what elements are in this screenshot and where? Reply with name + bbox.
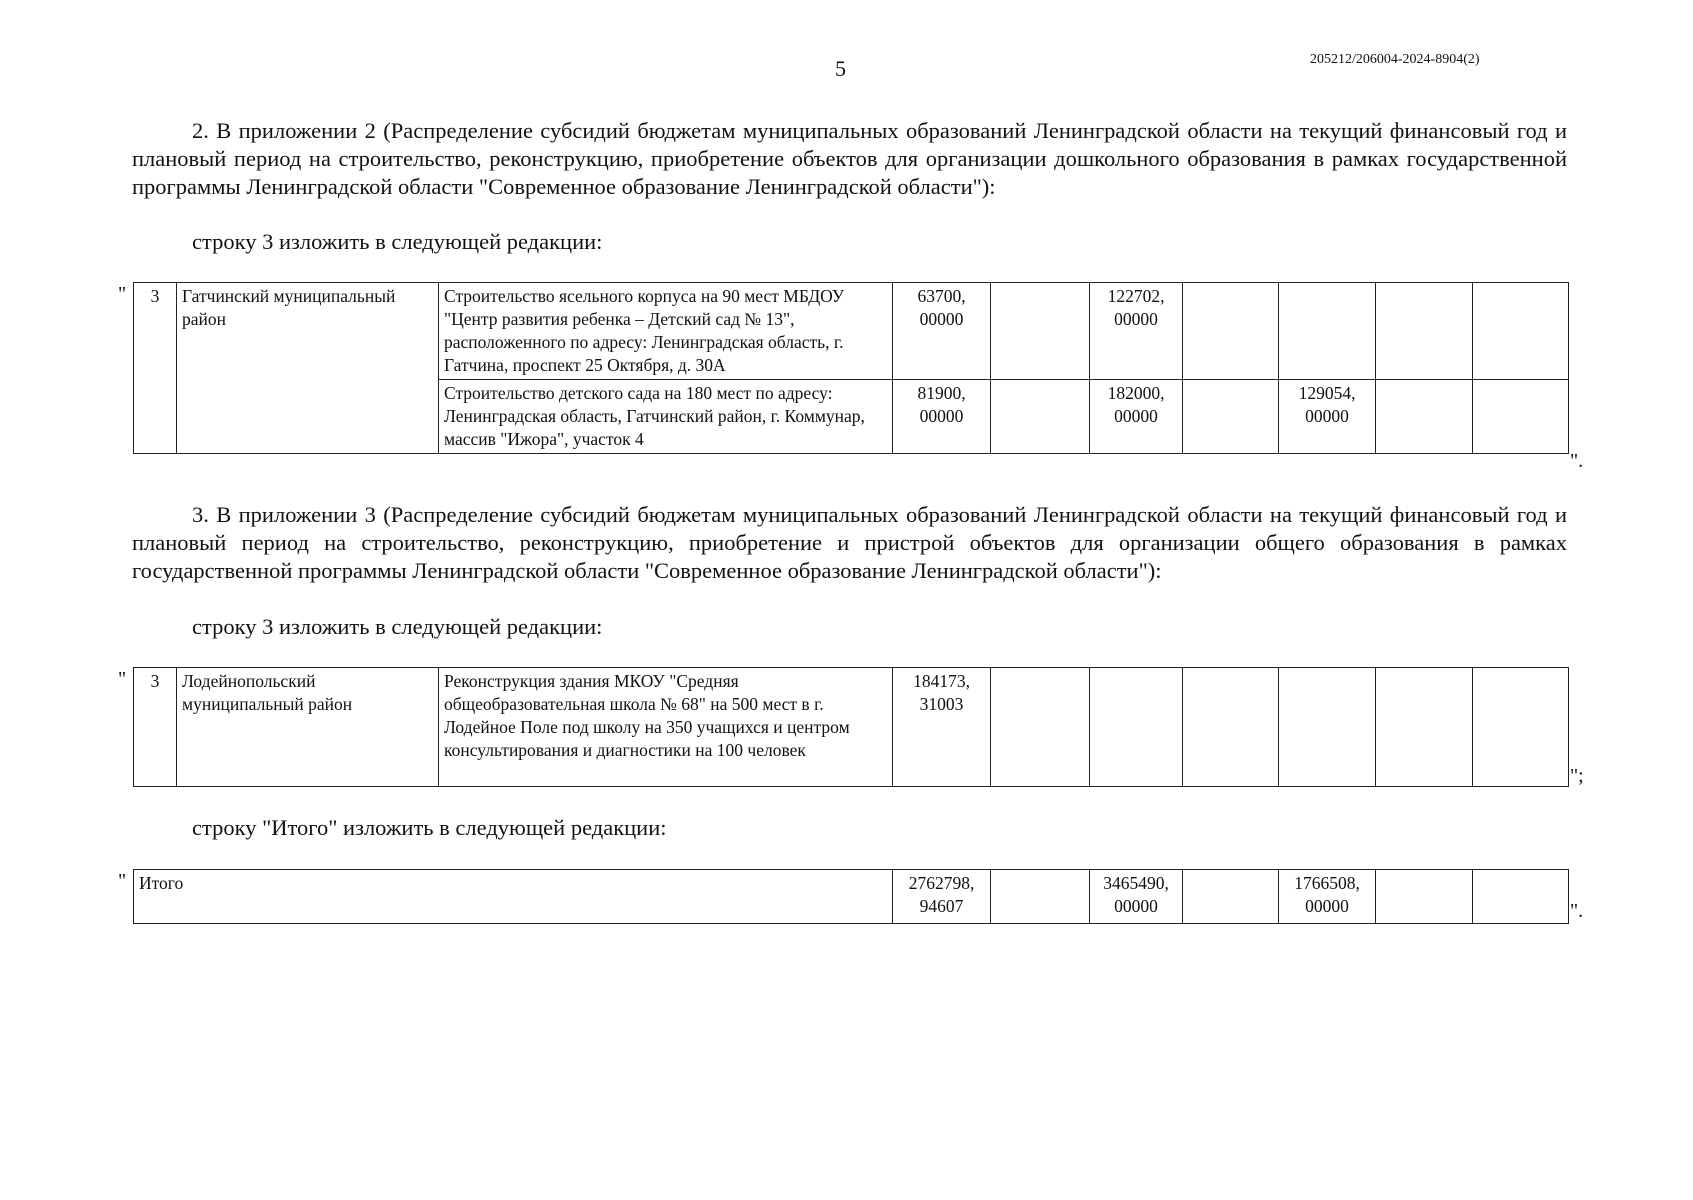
row-number-cell: 3: [134, 283, 177, 454]
section2-open-quote: ": [118, 283, 127, 305]
section3-open-quote: ": [118, 668, 127, 690]
district-cell: Лодейнопольский муниципальный район: [177, 668, 439, 787]
value-cell: [991, 380, 1090, 454]
section2-row-1: [134, 283, 1569, 380]
value-cell: [1279, 283, 1376, 380]
value-cell: [1183, 870, 1279, 924]
document-code: 205212/206004-2024-8904(2): [1310, 52, 1480, 67]
value-cell: 63700, 00000: [893, 283, 991, 380]
value-cell: [1183, 668, 1279, 787]
value-cell: 1766508, 00000: [1279, 870, 1376, 924]
section2-table: [133, 282, 1569, 454]
value-cell: [1473, 870, 1569, 924]
section3-row: [134, 668, 1569, 787]
total-close-quote: ".: [1570, 900, 1584, 922]
object-description-cell: Реконструкция здания МКОУ "Средняя общеобразовательная школа № 68" на 500 мест в г. Лодейное Поле под школу на 350 учащихся и центром консультирования и диагностики на 100 человек: [439, 668, 893, 787]
object-description-cell: Строительство ясельного корпуса на 90 мест МБДОУ "Центр развития ребенка – Детский сад № 13", расположенного по адресу: Ленинградская область, г. Гатчина, проспект 25 Октября, д. 30А: [439, 283, 893, 380]
value-cell: 81900, 00000: [893, 380, 991, 454]
district-cell: Гатчинский муниципальный район: [177, 283, 439, 454]
total-open-quote: ": [118, 870, 127, 892]
value-cell: [1473, 380, 1569, 454]
value-cell: [1376, 668, 1473, 787]
value-cell: 129054, 00000: [1279, 380, 1376, 454]
value-cell: [991, 283, 1090, 380]
total-instruction: строку "Итого" изложить в следующей редакции:: [192, 815, 667, 840]
section3-close-quote: ";: [1570, 765, 1584, 787]
value-cell: [1376, 380, 1473, 454]
value-cell: [1183, 380, 1279, 454]
total-label-cell: Итого: [134, 870, 893, 924]
section3-instruction: строку 3 изложить в следующей редакции:: [192, 614, 603, 639]
value-cell: [1376, 283, 1473, 380]
value-cell: 122702, 00000: [1090, 283, 1183, 380]
section2-paragraph: 2. В приложении 2 (Распределение субсидий бюджетам муниципальных образований Ленинградской области на текущий финансовый год и плановый период на строительство, реконструкцию, приобретение объектов для организации дошкольного образования в рамках государственной программы Ленинградской области "Современное образование Ленинградской области"):: [132, 118, 1567, 199]
value-cell: 3465490, 00000: [1090, 870, 1183, 924]
value-cell: [1473, 283, 1569, 380]
section2-instruction: строку 3 изложить в следующей редакции:: [192, 229, 603, 254]
value-cell: [1183, 283, 1279, 380]
value-cell: 182000, 00000: [1090, 380, 1183, 454]
section2-close-quote: ".: [1570, 450, 1584, 472]
value-cell: [1473, 668, 1569, 787]
value-cell: 2762798, 94607: [893, 870, 991, 924]
object-description-cell: Строительство детского сада на 180 мест по адресу: Ленинградская область, Гатчинский район, г. Коммунар, массив "Ижора", участок 4: [439, 380, 893, 454]
value-cell: [991, 870, 1090, 924]
total-table: [133, 869, 1569, 924]
page-number: 5: [835, 56, 846, 81]
value-cell: 184173, 31003: [893, 668, 991, 787]
value-cell: [991, 668, 1090, 787]
value-cell: [1376, 870, 1473, 924]
total-row: [134, 870, 1569, 924]
value-cell: [1090, 668, 1183, 787]
value-cell: [1279, 668, 1376, 787]
section3-paragraph: 3. В приложении 3 (Распределение субсидий бюджетам муниципальных образований Ленинградской области на текущий финансовый год и плановый период на строительство, реконструкцию, приобретение и пристрой объектов для организации общего образования в рамках государственной программы Ленинградской области "Современное образование Ленинградской области"):: [132, 502, 1567, 583]
section3-table: [133, 667, 1569, 787]
row-number-cell: 3: [134, 668, 177, 787]
